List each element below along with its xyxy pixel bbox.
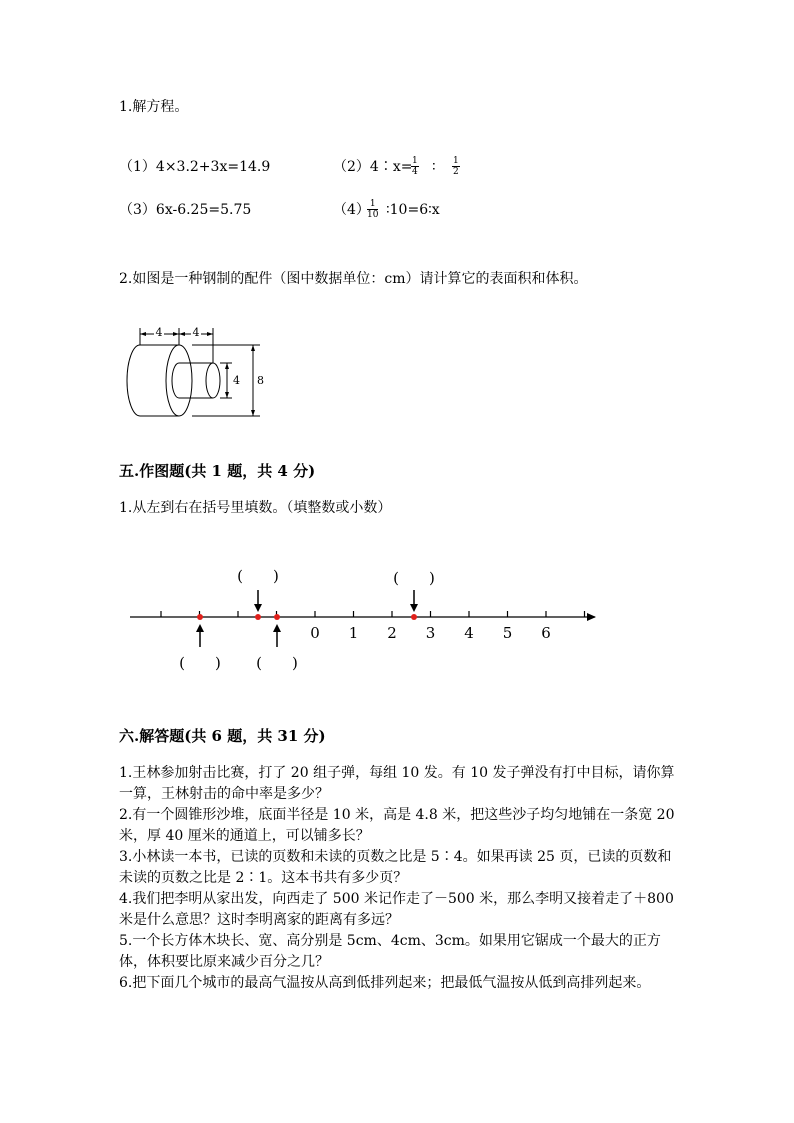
fraction-numerator: 1	[453, 156, 459, 166]
equation-2-prefix: （2）4∶x=	[333, 159, 413, 175]
section-6-header: 六.解答题(共 6 题，共 31 分)	[119, 727, 326, 745]
s5-question-1: 1.从左到右在括号里填数。（填整数或小数）	[119, 500, 392, 516]
s6-question-1: 1.王林参加射击比赛，打了 20 组子弹，每组 10 发。有 10 发子弹没有打中目标，请你算一算，王林射击的命中率是多少？	[119, 765, 675, 802]
marked-point	[255, 614, 261, 620]
s6-question-6: 6.把下面几个城市的最高气温按从高到低排列起来；把最低气温按从低到高排列起来。	[119, 975, 651, 991]
marked-point	[197, 614, 203, 620]
marked-point	[274, 614, 280, 620]
answer-bracket-top-2: ( )	[393, 569, 435, 587]
answer-bracket-bottom-2: ( )	[256, 654, 298, 672]
dimension-label-right: 4	[192, 326, 200, 339]
s6-question-5: 5.一个长方体木块长、宽、高分别是 5cm、4cm、3cm。如果用它锯成一个最大的正方体，体积要比原来减少百分之几？	[119, 933, 661, 970]
equation-2-separator: ∶	[432, 159, 436, 175]
answer-bracket-top-1: ( )	[237, 567, 279, 585]
q2-title: 2.如图是一种钢制的配件（图中数据单位：cm）请计算它的表面积和体积。	[119, 271, 588, 287]
fraction-denominator: 4	[412, 167, 418, 177]
tick-label: 0	[310, 624, 320, 642]
dimension-label-outer: 8	[257, 374, 264, 387]
section-5-header: 五.作图题(共 1 题，共 4 分)	[119, 462, 316, 480]
q1-title: 1.解方程。	[119, 99, 189, 115]
tick-label: 1	[348, 624, 359, 642]
tick-label: 6	[541, 624, 551, 642]
large-cylinder-back-arc	[127, 345, 140, 416]
number-line-tick-labels	[310, 624, 551, 642]
steel-part-figure	[118, 320, 278, 425]
tick-label: 2	[387, 624, 397, 642]
s6-question-4: 4.我们把李明从家出发，向西走了 500 米记作走了－500 米，那么李明又接着走了＋800 米是什么意思？这时李明离家的距离有多远？	[119, 891, 674, 928]
fraction-numerator: 1	[412, 156, 418, 166]
s6-question-3: 3.小林读一本书，已读的页数和未读的页数之比是 5∶4。如果再读 25 页，已读的页数和未读的页数之比是 2∶1。这本书共有多少页？	[119, 849, 672, 886]
small-cylinder-front-face	[206, 363, 220, 398]
tick-label: 3	[425, 624, 436, 642]
equation-2-fraction-1	[411, 156, 419, 177]
fraction-numerator: 1	[367, 199, 378, 210]
equation-4-fraction	[367, 199, 378, 220]
number-line-figure	[125, 560, 605, 680]
fraction-denominator: 2	[453, 167, 459, 177]
dimension-label-left: 4	[155, 326, 163, 339]
marked-point	[411, 614, 417, 620]
number-line-ticks	[161, 611, 585, 617]
large-cylinder-front-face	[166, 345, 192, 416]
number-line-arrowhead	[587, 613, 596, 621]
s6-question-2: 2.有一个圆锥形沙堆，底面半径是 10 米，高是 4.8 米，把这些沙子均匀地铺在一条宽 20 米，厚 40 厘米的通道上，可以铺多长？	[119, 807, 675, 844]
equation-2-fraction-2	[452, 156, 460, 177]
equation-4-prefix: （4）	[333, 202, 370, 218]
dimension-label-inner: 4	[233, 374, 240, 387]
answer-bracket-bottom-1: ( )	[179, 654, 221, 672]
equation-1: （1）4×3.2+3x=14.9	[119, 159, 271, 175]
equation-3: （3）6x-6.25=5.75	[119, 202, 252, 218]
tick-label: 4	[464, 624, 474, 642]
equation-4-suffix: ∶10=6∶x	[386, 202, 440, 218]
fraction-denominator: 10	[367, 210, 379, 220]
tick-label: 5	[502, 624, 513, 642]
